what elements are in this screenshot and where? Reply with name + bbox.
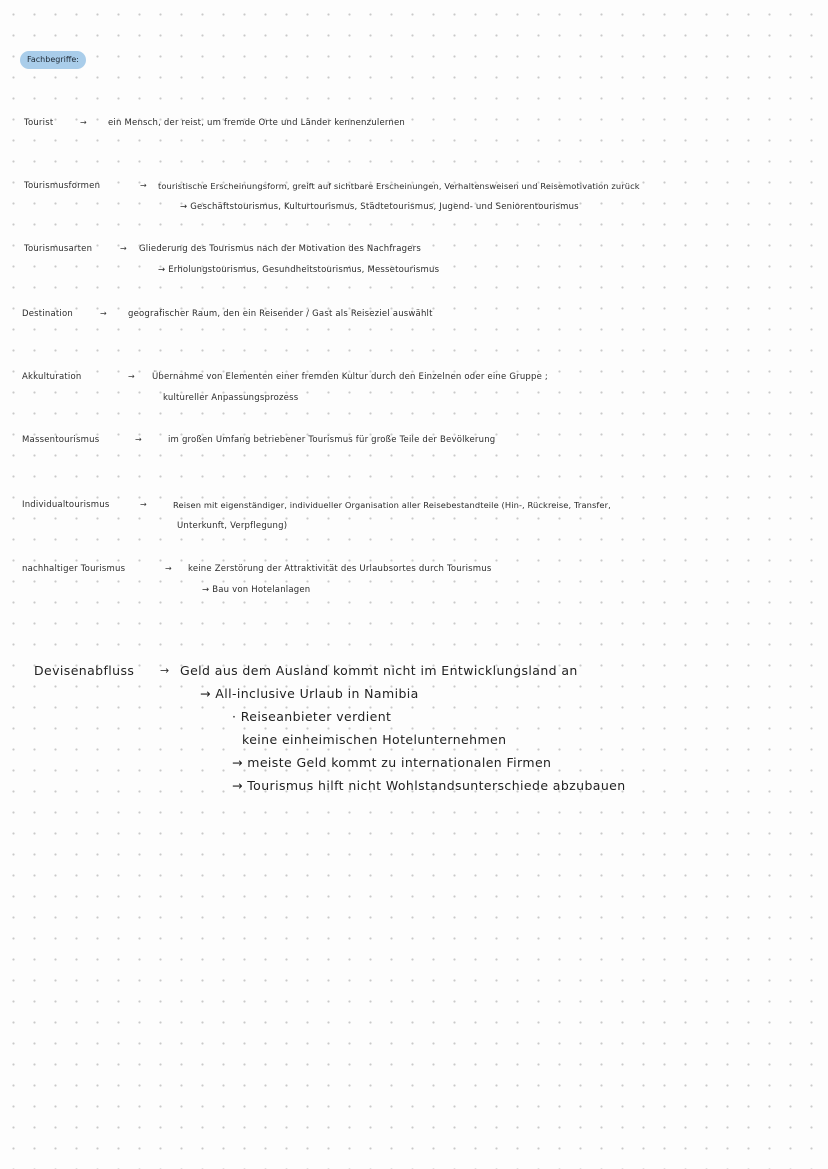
term-subline: → Erholungstourismus, Gesundheitstourismus, Messetourismus [158,265,440,275]
devisen-line: → Tourismus hilft nicht Wohlstandsunterschiede abzubauen [232,778,626,793]
arrow-icon: → [160,664,170,677]
term-definition: im großen Umfang betriebener Tourismus für große Teile der Bevölkerung [168,435,496,445]
term-label: Individualtourismus [22,500,110,510]
term-subline: kultureller Anpassungsprozess [163,393,299,403]
term-subline: Unterkunft, Verpflegung) [177,521,288,531]
term-label: nachhaltiger Tourismus [22,564,126,574]
term-definition: keine Zerstörung der Attraktivität des Urlaubsortes durch Tourismus [188,564,492,574]
term-definition: Übernahme von Elementen einer fremden Kultur durch den Einzelnen oder eine Gruppe ; [152,372,548,382]
term-subline: → Bau von Hotelanlagen [202,585,311,595]
devisen-definition: Geld aus dem Ausland kommt nicht im Entwicklungsland an [180,663,578,678]
devisen-line: → meiste Geld kommt zu internationalen Firmen [232,755,552,770]
term-subline: → Geschäftstourismus, Kulturtourismus, Städtetourismus, Jugend- und Seniorentourismus [180,202,579,212]
term-definition: geografischer Raum, den ein Reisender / Gast als Reiseziel auswählt [128,309,433,319]
term-label: Tourismusarten [24,244,93,254]
arrow-icon: → [80,118,87,127]
term-definition: ein Mensch, der reist, um fremde Orte und Länder kennenzulernen [108,118,406,128]
term-label: Tourismusformen [24,181,101,191]
arrow-icon: → [100,309,107,318]
heading-highlight: Fachbegriffe: [20,51,86,69]
term-label: Massentourismus [22,435,100,445]
arrow-icon: → [165,564,172,573]
arrow-icon: → [120,244,127,253]
term-definition: Gliederung des Tourismus nach der Motivation des Nachfragers [139,244,421,254]
devisen-term: Devisenabfluss [34,663,135,678]
term-label: Akkulturation [22,372,82,382]
devisen-line: → All-inclusive Urlaub in Namibia [200,686,419,701]
arrow-icon: → [135,435,142,444]
term-definition: Reisen mit eigenständiger, individueller Organisation aller Reisebestandteile (Hin-, Rückreise, Transfer, [173,500,611,510]
term-label: Destination [22,309,73,319]
arrow-icon: → [140,500,147,509]
term-definition: touristische Erscheinungsform, greift auf sichtbare Erscheinungen, Verhaltensweisen und Reisemotivation zurück [158,181,640,191]
arrow-icon: → [140,181,147,190]
devisen-line: · Reiseanbieter verdient [232,709,392,724]
devisen-line: keine einheimischen Hotelunternehmen [242,732,507,747]
term-label: Tourist [24,118,54,128]
arrow-icon: → [128,372,135,381]
